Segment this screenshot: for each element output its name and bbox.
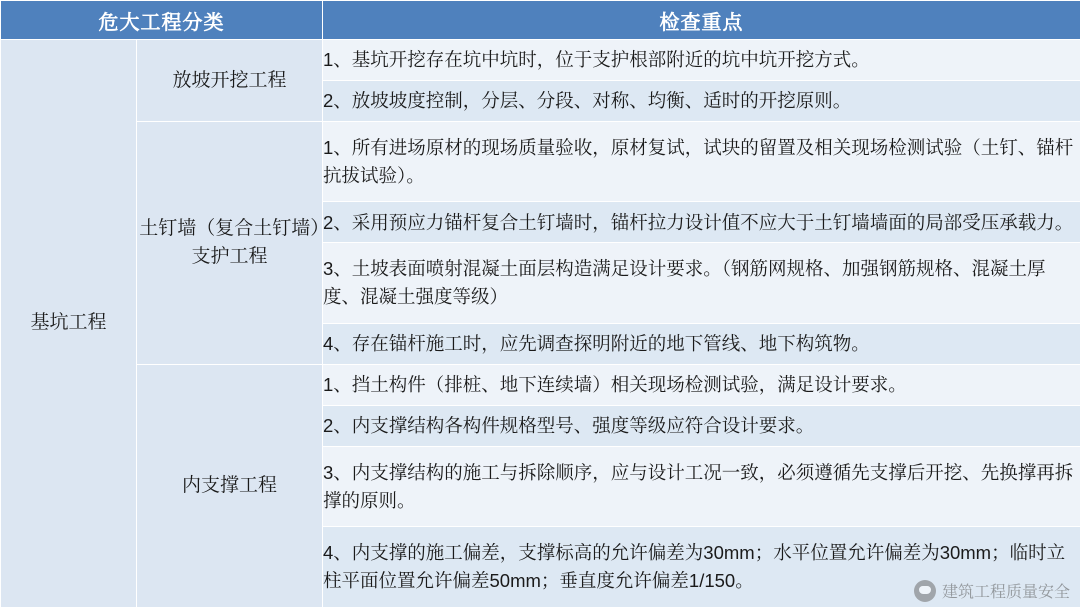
check-point: 2、内支撑结构各构件规格型号、强度等级应符合设计要求。: [323, 405, 1080, 446]
check-point: 4、存在锚杆施工时，应先调查探明附近的地下管线、地下构筑物。: [323, 323, 1080, 364]
check-point: 1、所有进场原材的现场质量验收，原材复试，试块的留置及相关现场检测试验（土钉、锚杆抗拔试验）。: [323, 121, 1080, 202]
table-row: [1, 364, 1080, 405]
header-category: 危大工程分类: [1, 1, 323, 40]
check-point: 1、挡土构件（排桩、地下连续墙）相关现场检测试验，满足设计要求。: [323, 364, 1080, 405]
check-point: 2、放坡坡度控制，分层、分段、对称、均衡、适时的开挖原则。: [323, 80, 1080, 121]
check-point: 1、基坑开挖存在坑中坑时，位于支护根部附近的坑中坑开挖方式。: [323, 40, 1080, 81]
table-row: [1, 121, 1080, 202]
table-header-row: [1, 1, 1080, 40]
check-point: 3、土坡表面喷射混凝土面层构造满足设计要求。（钢筋网规格、加强钢筋规格、混凝土厚度、混凝土强度等级）: [323, 243, 1080, 324]
subsection-cell-inner-support: 内支撑工程: [137, 364, 323, 607]
watermark-label: 建筑工程质量安全: [941, 584, 1070, 601]
category-cell: 基坑工程: [1, 40, 137, 608]
table-row: [1, 40, 1080, 81]
check-point: 3、内支撑结构的施工与拆除顺序，应与设计工况一致，必须遵循先支撑后开挖、先换撑再拆撑的原则。: [323, 446, 1080, 527]
header-check-points: 检查重点: [323, 1, 1080, 40]
check-point: 2、采用预应力锚杆复合土钉墙时，锚杆拉力设计值不应大于土钉墙墙面的局部受压承载力。: [323, 202, 1080, 243]
subsection-cell-soil-nail-wall: 土钉墙（复合土钉墙）支护工程: [137, 121, 323, 364]
check-point: 4、内支撑的施工偏差，支撑标高的允许偏差为30mm；水平位置允许偏差为30mm；临时立柱平面位置允许偏差50mm；垂直度允许偏差1/150。: [323, 527, 1080, 608]
subsection-cell-slope-excavation: 放坡开挖工程: [137, 40, 323, 122]
